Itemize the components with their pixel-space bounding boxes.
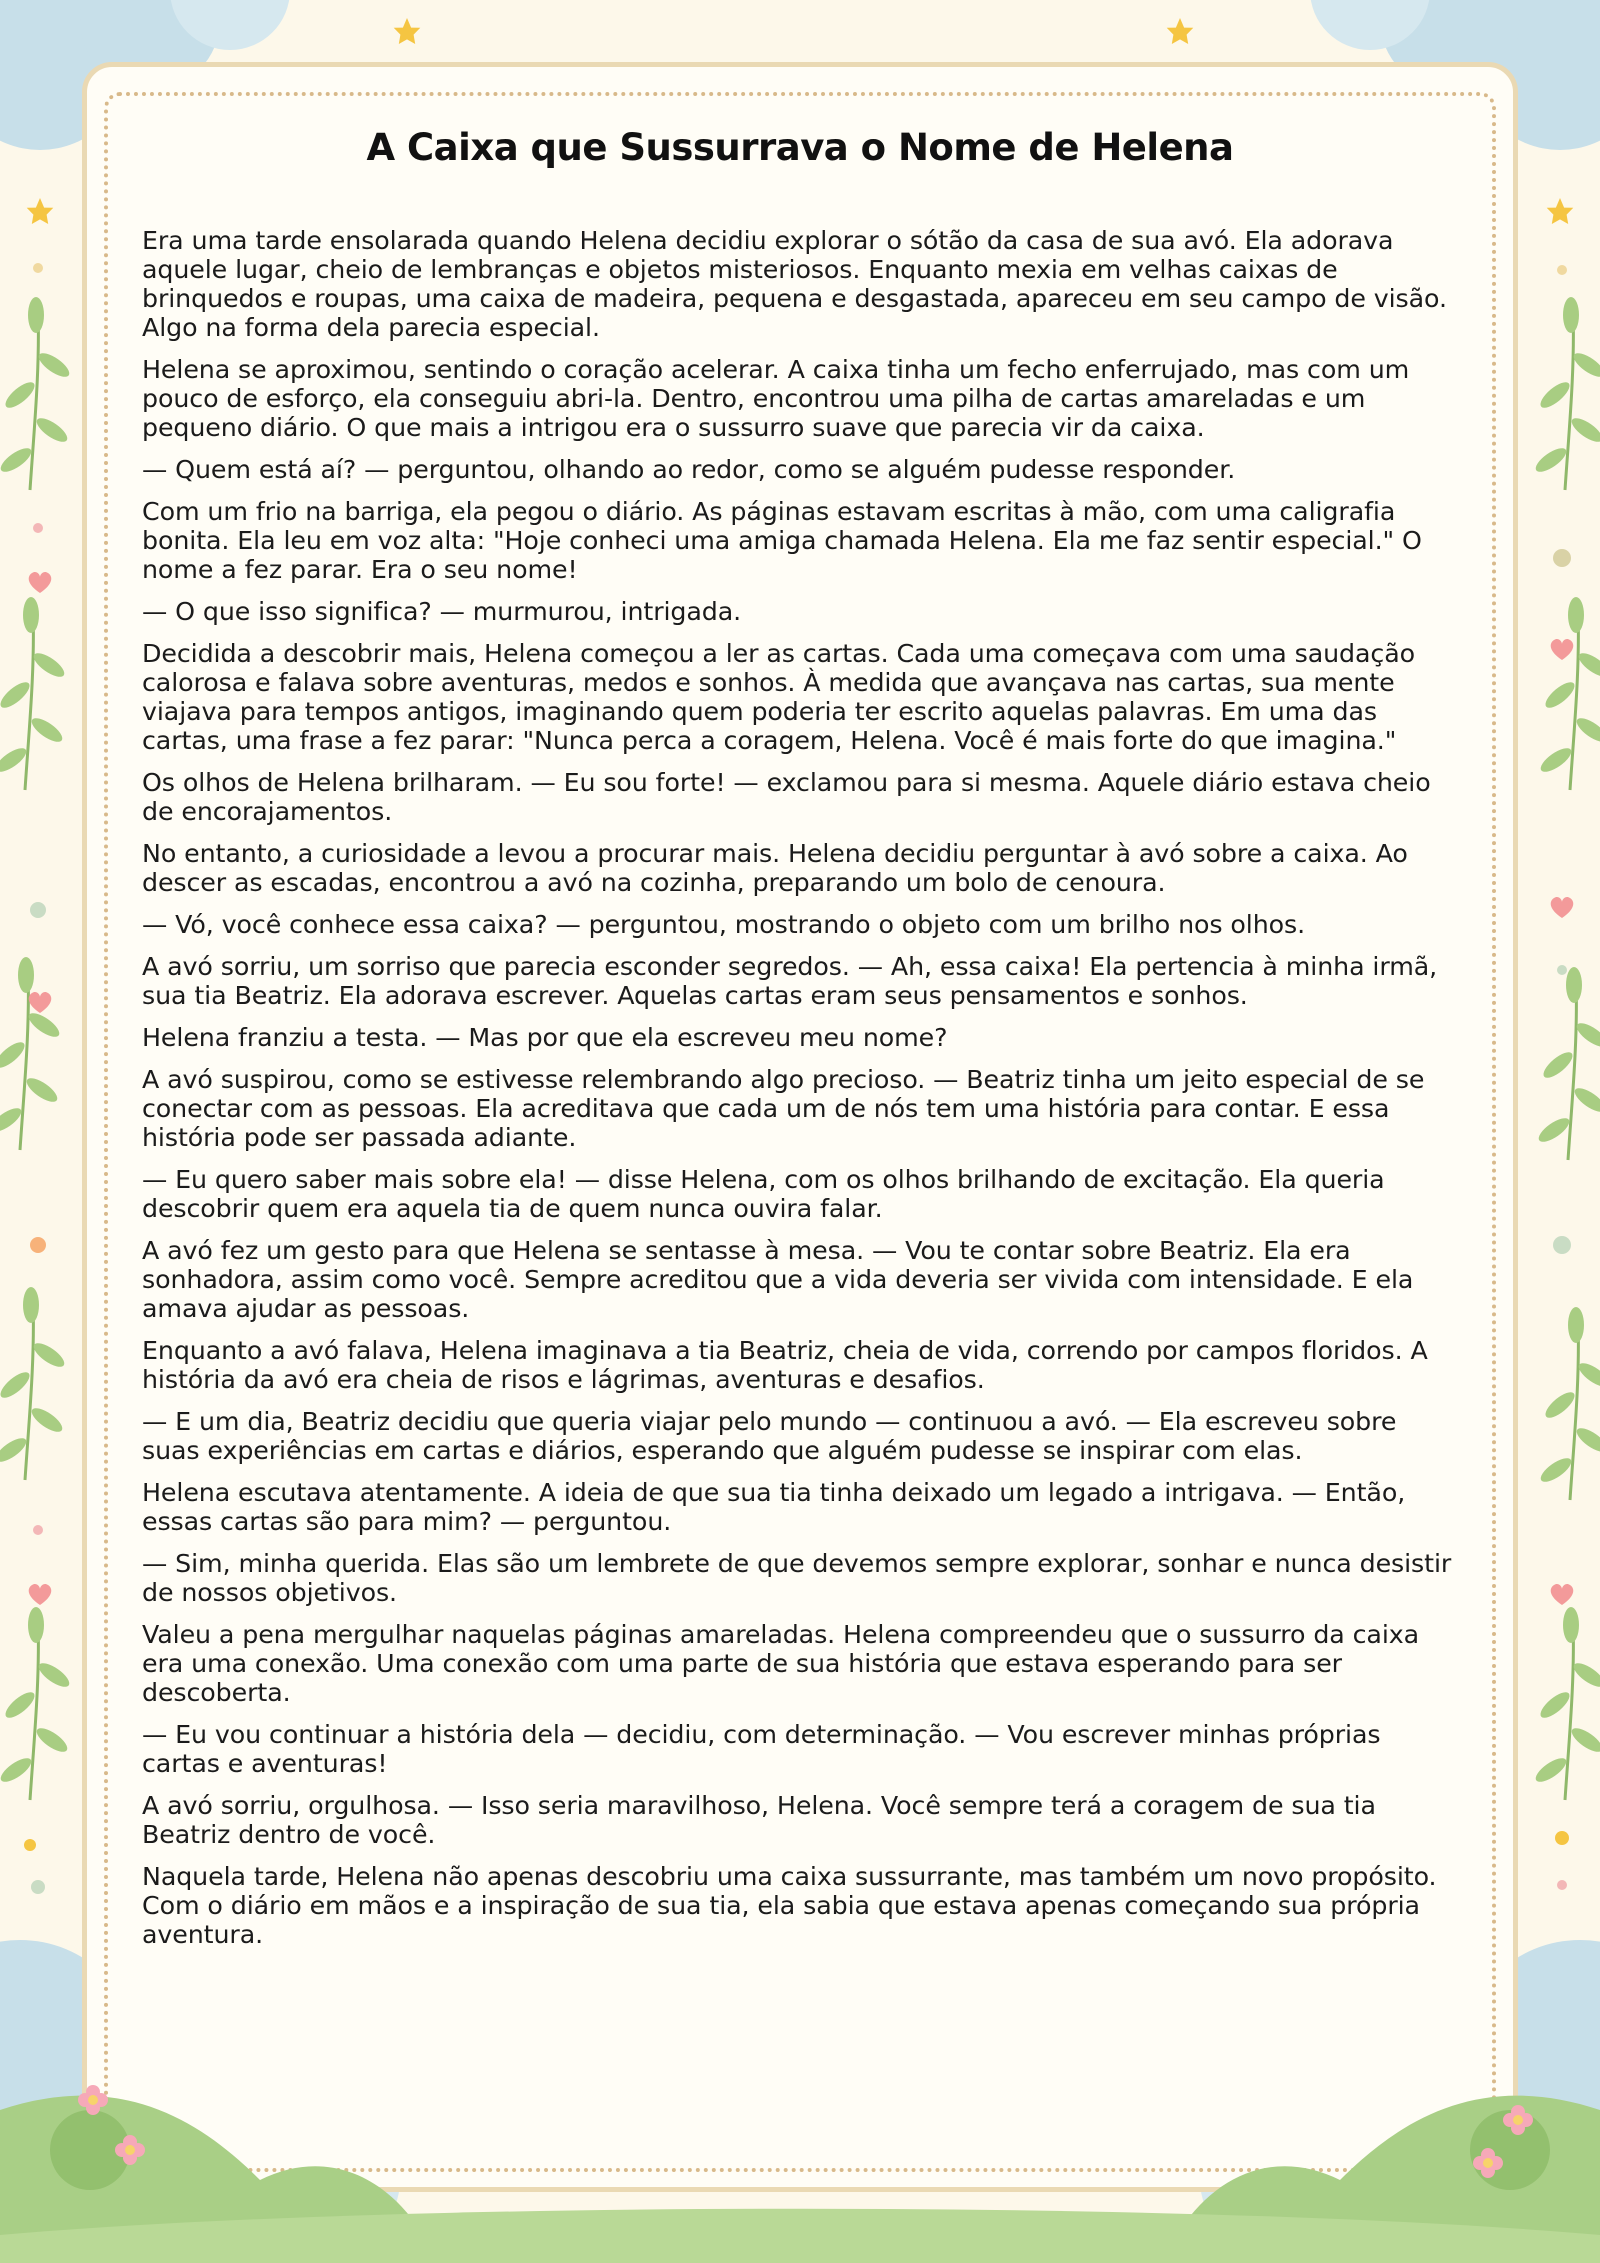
story-paragraph: — Vó, você conhece essa caixa? — perguntou, mostrando o objeto com um brilho nos olhos. xyxy=(142,910,1306,939)
star-icon xyxy=(394,18,421,44)
heart-icon xyxy=(1551,1584,1574,1605)
story-paragraph: — Eu vou continuar a história dela — decidiu, com determinação. — Vou escrever minhas próprias cartas e aventuras! xyxy=(142,1720,1381,1778)
story-paragraph: Helena escutava atentamente. A ideia de que sua tia tinha deixado um legado a intrigava. — Então, essas cartas são para mim? — perguntou. xyxy=(142,1478,1406,1536)
story-body xyxy=(142,226,1452,1962)
heart-icon xyxy=(1551,639,1574,660)
story-paragraph: — Eu quero saber mais sobre ela! — disse Helena, com os olhos brilhando de excitação. Ela queria descobrir quem era aquela tia de quem nunca ouvira falar. xyxy=(142,1165,1385,1223)
story-paragraph: — Quem está aí? — perguntou, olhando ao redor, como se alguém pudesse responder. xyxy=(142,455,1236,484)
story-paragraph: No entanto, a curiosidade a levou a procurar mais. Helena decidiu perguntar à avó sobre a caixa. Ao descer as escadas, encontrou a avó na cozinha, preparando um bolo de cenoura. xyxy=(142,839,1408,897)
story-paragraph: Com um frio na barriga, ela pegou o diário. As páginas estavam escritas à mão, com uma caligrafia bonita. Ela leu em voz alta: "Hoje conheci uma amiga chamada Helena. Ela me faz sentir especial." O nome a fez parar. Era o seu nome! xyxy=(142,497,1422,584)
story-paragraph: Decidida a descobrir mais, Helena começou a ler as cartas. Cada uma começava com uma saudação calorosa e falava sobre aventuras, medos e sonhos. À medida que avançava nas cartas, sua mente viajava para tempos antigos, imaginando quem poderia ter escrito aquelas palavras. Em uma das cartas, uma frase a fez parar: "Nunca perca a coragem, Helena. Você é mais forte do que imagina." xyxy=(142,639,1415,755)
story-paragraph: Valeu a pena mergulhar naquelas páginas amareladas. Helena compreendeu que o sussurro da caixa era uma conexão. Uma conexão com uma parte de sua história que estava esperando para ser descoberta. xyxy=(142,1620,1420,1707)
story-paragraph: — E um dia, Beatriz decidiu que queria viajar pelo mundo — continuou a avó. — Ela escreveu sobre suas experiências em cartas e diários, esperando que alguém pudesse se inspirar com elas. xyxy=(142,1407,1397,1465)
story-paragraph: Helena se aproximou, sentindo o coração acelerar. A caixa tinha um fecho enferrujado, mas com um pouco de esforço, ela conseguiu abri-la. Dentro, encontrou uma pilha de cartas amareladas e um pequeno diário. O que mais a intrigou era o sussurro suave que parecia vir da caixa. xyxy=(142,355,1410,442)
leaf-branch-icon xyxy=(1532,297,1600,490)
story-paragraph: A avó sorriu, um sorriso que parecia esconder segredos. — Ah, essa caixa! Ela pertencia à minha irmã, sua tia Beatriz. Ela adorava escrever. Aquelas cartas eram seus pensamentos e sonhos. xyxy=(142,952,1438,1010)
story-paragraph: Helena franziu a testa. — Mas por que ela escreveu meu nome? xyxy=(142,1023,948,1052)
story-paragraph: Naquela tarde, Helena não apenas descobriu uma caixa sussurrante, mas também um novo propósito. Com o diário em mãos e a inspiração de sua tia, ela sabia que estava apenas começando sua própria aventura. xyxy=(142,1862,1437,1949)
story-paragraph: Enquanto a avó falava, Helena imaginava a tia Beatriz, cheia de vida, correndo por campos floridos. A história da avó era cheia de risos e lágrimas, aventuras e desafios. xyxy=(142,1336,1428,1394)
star-icon xyxy=(1547,198,1574,224)
heart-icon xyxy=(29,572,52,593)
star-icon xyxy=(1167,18,1194,44)
leaf-branch-icon xyxy=(0,1607,73,1800)
leaf-branch-icon xyxy=(1535,967,1600,1160)
leaf-branch-icon xyxy=(0,1287,68,1480)
story-paragraph: — Sim, minha querida. Elas são um lembrete de que devemos sempre explorar, sonhar e nunca desistir de nossos objetivos. xyxy=(142,1549,1452,1607)
leaf-branch-icon xyxy=(1532,1607,1600,1800)
story-paragraph: Os olhos de Helena brilharam. — Eu sou forte! — exclamou para si mesma. Aquele diário estava cheio de encorajamentos. xyxy=(142,768,1431,826)
leaf-branch-icon xyxy=(1537,1307,1600,1500)
story-title: A Caixa que Sussurrava o Nome de Helena xyxy=(366,126,1234,169)
leaf-branch-icon xyxy=(0,297,73,490)
leaf-branch-icon xyxy=(0,957,63,1150)
heart-icon xyxy=(29,1584,52,1605)
star-icon xyxy=(27,198,54,224)
story-paragraph: Era uma tarde ensolarada quando Helena decidiu explorar o sótão da casa de sua avó. Ela adorava aquele lugar, cheio de lembranças e objetos misteriosos. Enquanto mexia em velhas caixas de brinquedos e roupas, uma caixa de madeira, pequena e desgastada, apareceu em seu campo de visão. Algo na forma dela parecia especial. xyxy=(142,226,1447,342)
story-paragraph: — O que isso significa? — murmurou, intrigada. xyxy=(142,597,742,626)
story-paragraph: A avó suspirou, como se estivesse relembrando algo precioso. — Beatriz tinha um jeito especial de se conectar com as pessoas. Ela acreditava que cada um de nós tem uma história para contar. E essa história pode ser passada adiante. xyxy=(142,1065,1425,1152)
heart-icon xyxy=(1551,897,1574,918)
leaf-branch-icon xyxy=(1537,597,1600,790)
story-paragraph: A avó fez um gesto para que Helena se sentasse à mesa. — Vou te contar sobre Beatriz. Ela era sonhadora, assim como você. Sempre acreditou que a vida deveria ser vivida com intensidade. E ela amava ajudar as pessoas. xyxy=(142,1236,1414,1323)
leaf-branch-icon xyxy=(0,597,68,790)
heart-icon xyxy=(29,992,52,1013)
story-paragraph: A avó sorriu, orgulhosa. — Isso seria maravilhoso, Helena. Você sempre terá a coragem de sua tia Beatriz dentro de você. xyxy=(142,1791,1376,1849)
